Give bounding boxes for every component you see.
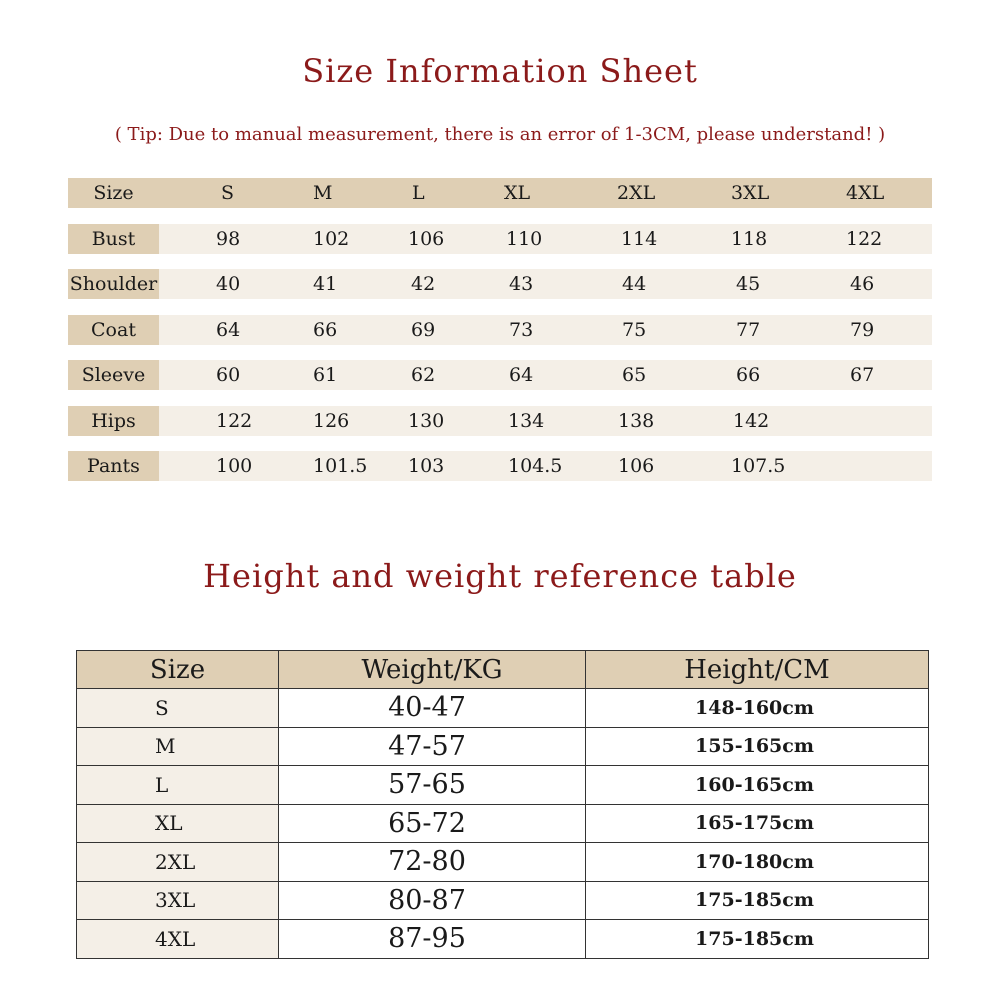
- weight-cell: 87-95: [279, 920, 586, 959]
- value-cell: 42: [411, 273, 436, 295]
- value-cell: 102: [313, 227, 350, 250]
- value-cell: 138: [618, 409, 655, 432]
- row-label: Sleeve: [68, 360, 159, 390]
- value-cell: 101.5: [313, 455, 368, 477]
- reference-table-title: Height and weight reference table: [203, 557, 797, 595]
- row-label: Bust: [68, 224, 159, 254]
- height-cell: 175-185cm: [586, 920, 929, 959]
- value-cell: 122: [846, 227, 883, 250]
- value-cell: 40: [216, 273, 241, 295]
- value-cell: 110: [506, 227, 543, 250]
- column-header-weight: Weight/KG: [279, 651, 586, 689]
- value-cell: 65: [622, 364, 647, 386]
- value-cell: 62: [411, 364, 436, 386]
- value-cell: 44: [622, 273, 647, 295]
- size-header-cell: 2XL: [617, 182, 656, 204]
- value-cell: 66: [736, 364, 761, 386]
- value-cell: 66: [313, 318, 338, 341]
- size-header-cell: 4XL: [846, 182, 885, 204]
- size-information-sheet: [68, 178, 932, 497]
- value-cell: 67: [850, 364, 875, 386]
- value-cell: 69: [411, 318, 436, 341]
- weight-cell: 40-47: [279, 689, 586, 728]
- row-band: [68, 224, 932, 254]
- size-cell: M: [77, 727, 279, 766]
- value-cell: 45: [736, 273, 761, 295]
- measurement-row-coat: [68, 315, 932, 345]
- row-label: Pants: [68, 451, 159, 481]
- weight-cell: 72-80: [279, 843, 586, 882]
- height-cell: 170-180cm: [586, 843, 929, 882]
- row-band: [68, 315, 932, 345]
- value-cell: 46: [850, 273, 875, 295]
- height-cell: 160-165cm: [586, 766, 929, 805]
- row-band: [68, 406, 932, 436]
- height-cell: 165-175cm: [586, 804, 929, 843]
- measurement-row-shoulder: [68, 269, 932, 299]
- size-header-row: [68, 178, 932, 208]
- height-weight-table: [76, 650, 929, 959]
- value-cell: 79: [850, 318, 875, 341]
- height-cell: 175-185cm: [586, 881, 929, 920]
- measurement-row-bust: [68, 224, 932, 254]
- size-header-cell: S: [221, 182, 235, 204]
- value-cell: 130: [408, 409, 445, 432]
- measurement-row-sleeve: [68, 360, 932, 390]
- size-header-label: Size: [68, 178, 159, 208]
- size-header-cell: M: [313, 182, 333, 204]
- height-cell: 155-165cm: [586, 727, 929, 766]
- size-sheet-title: Size Information Sheet: [302, 52, 698, 90]
- height-cell: 148-160cm: [586, 689, 929, 728]
- row-label: Shoulder: [68, 269, 159, 299]
- weight-cell: 80-87: [279, 881, 586, 920]
- column-header-size: Size: [77, 651, 279, 689]
- table-row: [77, 689, 929, 728]
- measurement-row-pants: [68, 451, 932, 481]
- value-cell: 64: [216, 318, 241, 341]
- table-header-row: [77, 651, 929, 689]
- value-cell: 114: [621, 227, 658, 250]
- value-cell: 64: [509, 364, 534, 386]
- row-band: [68, 269, 932, 299]
- value-cell: 61: [313, 364, 338, 386]
- value-cell: 107.5: [731, 455, 786, 477]
- size-cell: L: [77, 766, 279, 805]
- value-cell: 126: [313, 409, 350, 432]
- table-row: [77, 766, 929, 805]
- row-band: [68, 360, 932, 390]
- value-cell: 118: [731, 227, 768, 250]
- size-cell: 3XL: [77, 881, 279, 920]
- value-cell: 103: [408, 455, 445, 477]
- size-header-cell: L: [412, 182, 425, 204]
- table-row: [77, 920, 929, 959]
- size-cell: S: [77, 689, 279, 728]
- value-cell: 134: [508, 409, 545, 432]
- value-cell: 77: [736, 318, 761, 341]
- value-cell: 142: [733, 409, 770, 432]
- value-cell: 106: [408, 227, 445, 250]
- row-band: [68, 451, 932, 481]
- row-label: Coat: [68, 315, 159, 345]
- value-cell: 104.5: [508, 455, 563, 477]
- value-cell: 41: [313, 273, 338, 295]
- weight-cell: 57-65: [279, 766, 586, 805]
- value-cell: 98: [216, 227, 241, 250]
- table-row: [77, 881, 929, 920]
- table-row: [77, 804, 929, 843]
- weight-cell: 47-57: [279, 727, 586, 766]
- table-row: [77, 843, 929, 882]
- size-cell: 4XL: [77, 920, 279, 959]
- size-cell: 2XL: [77, 843, 279, 882]
- size-cell: XL: [77, 804, 279, 843]
- value-cell: 106: [618, 455, 655, 477]
- size-header-cell: XL: [504, 182, 531, 204]
- value-cell: 100: [216, 455, 253, 477]
- column-header-height: Height/CM: [586, 651, 929, 689]
- size-header-cell: 3XL: [731, 182, 770, 204]
- value-cell: 122: [216, 409, 253, 432]
- value-cell: 75: [622, 318, 647, 341]
- measurement-row-hips: [68, 406, 932, 436]
- row-label: Hips: [68, 406, 159, 436]
- table-row: [77, 727, 929, 766]
- value-cell: 73: [509, 318, 534, 341]
- value-cell: 43: [509, 273, 534, 295]
- row-band: [68, 178, 932, 208]
- value-cell: 60: [216, 364, 241, 386]
- weight-cell: 65-72: [279, 804, 586, 843]
- measurement-tip: ( Tip: Due to manual measurement, there is an error of 1-3CM, please understand! ): [114, 124, 886, 145]
